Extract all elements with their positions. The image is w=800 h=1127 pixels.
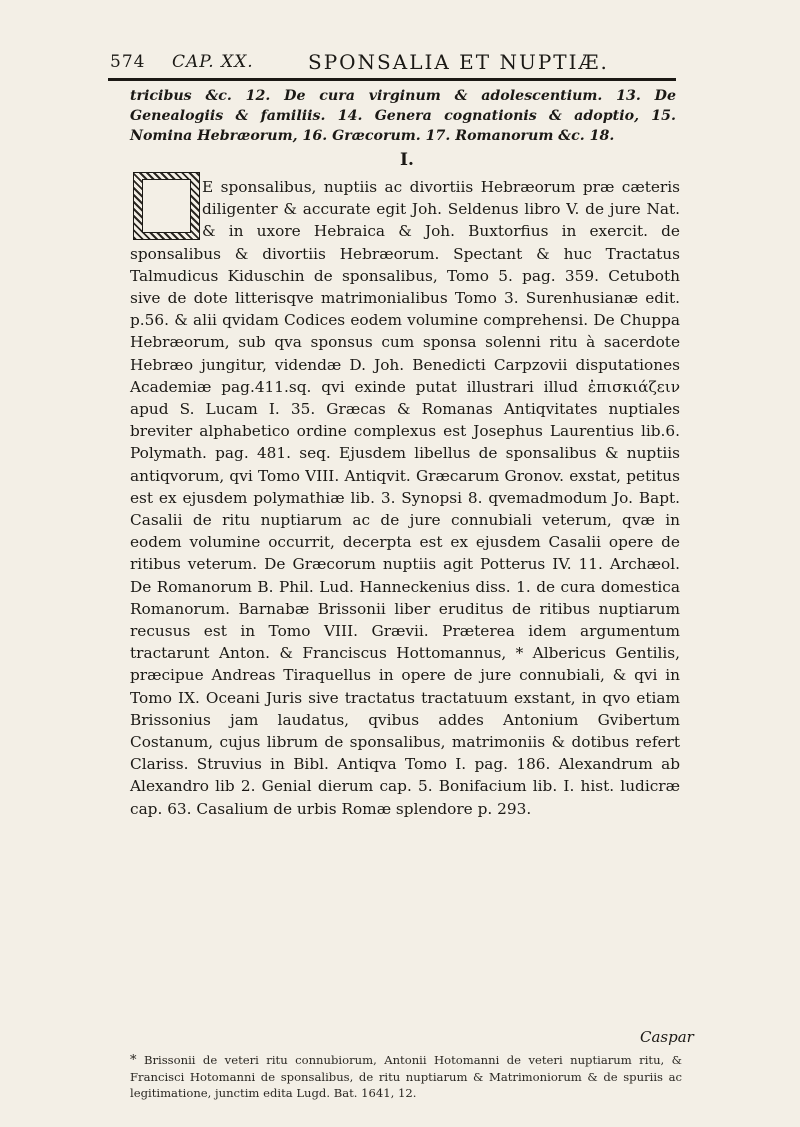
section-number: I. [400,150,414,170]
footnote-text: Brissonii de veteri ritu connubiorum, Antonii Hotomanni de veteri nuptiarum ritu, & Francisci Hotomanni de sponsalibus, de ritu nuptiarum & Matrimoniorum & de spuriis ac legitimatione, junctim edita Lugd. Bat. 1641, 12. [130,1053,683,1100]
footnote [130,1052,682,1101]
contents-summary: tricibus &c. 12. De cura virginum & adolescentium. 13. De Genealogiis & familiis. 14. Genera cognationis & adoptio, 15. Nomina Hebræorum, 16. Græcorum. 17. Romanorum &c. 18. [130,88,676,144]
body-paragraph [130,176,680,820]
chapter-label: CAP. XX. [172,52,254,72]
page-title: SPONSALIA ET NUPTIÆ. [308,50,609,74]
page-number: 574 [110,52,146,72]
initial-spacer [130,176,202,242]
footnote-mark: * [130,1053,137,1068]
running-head [110,48,670,78]
header-rule [108,78,676,81]
catchword: Caspar [640,1028,694,1046]
body-text: E sponsalibus, nuptiis ac divortiis Hebræorum præ cæteris diligenter & accurate egit Joh. Seldenus libro V. de jure Nat. & in uxore Hebraica & Joh. Buxtorfius in exercit. de sponsalibus & divortiis Hebræorum. Spectant & huc Tractatus Talmudicus Kiduschin de sponsalibus, Tomo 5. pag. 359. Cetuboth sive de dote litterisqve matrimonialibus Tomo 3. Surenhusianæ edit. p.56. & alii qvidam Codices eodem volumine comprehensi. De Chuppa Hebræorum, sub qva sponsus cum sponsa solenni ritu à sacerdote Hebræo jungitur, videndæ D. Joh. Benedicti Carpzovii disputationes Academiæ pag.411.sq. qvi exinde putat illustrari illud ἐπισκιάζειν apud S. Lucam I. 35. Græcas & Romanas Antiqvitates nuptiales breviter alphabetico ordine complexus est Josephus Laurentius lib.6. Polymath. pag. 481. seq. Ejusdem libellus de sponsalibus & nuptiis antiqvorum, qvi Tomo VIII. Antiqvit. Græcarum Gronov. exstat, petitus est ex ejusdem polymathiæ lib. 3. Synopsi 8. qvemadmodum Jo. Bapt. Casalii de ritu nuptiarum ac de jure connubiali veterum, qvæ in eodem volumine occurrit, decerpta est ex ejusdem Casalii opere de ritibus veterum. De Græcorum nuptiis agit Potterus IV. 11. Archæol. De Romanorum B. Phil. Lud. Hanneckenius diss. 1. de cura domestica Romanorum. Barnabæ Brissonii liber eruditus de ritibus nuptiarum recusus est in Tomo VIII. Grævii. Præterea idem argumentum tractarunt Anton. & Franciscus Hottomannus, * Albericus Gentilis, præcipue Andreas Tiraquellus in opere de jure connubiali, & qvi in Tomo IX. Oceani Juris sive tractatus tractatuum exstant, in qvo etiam Brissonius jam laudatus, qvibus addes Antonium Gvibertum Costanum, cujus librum de sponsalibus, matrimoniis & dotibus refert Clariss. Struvius in Bibl. Antiqva Tomo I. pag. 186. Alexandrum ab Alexandro lib 2. Genial dierum cap. 5. Bonifacium lib. I. hist. ludicræ cap. 63. Casalium de urbis Romæ splendore p. 293. [130,178,680,818]
